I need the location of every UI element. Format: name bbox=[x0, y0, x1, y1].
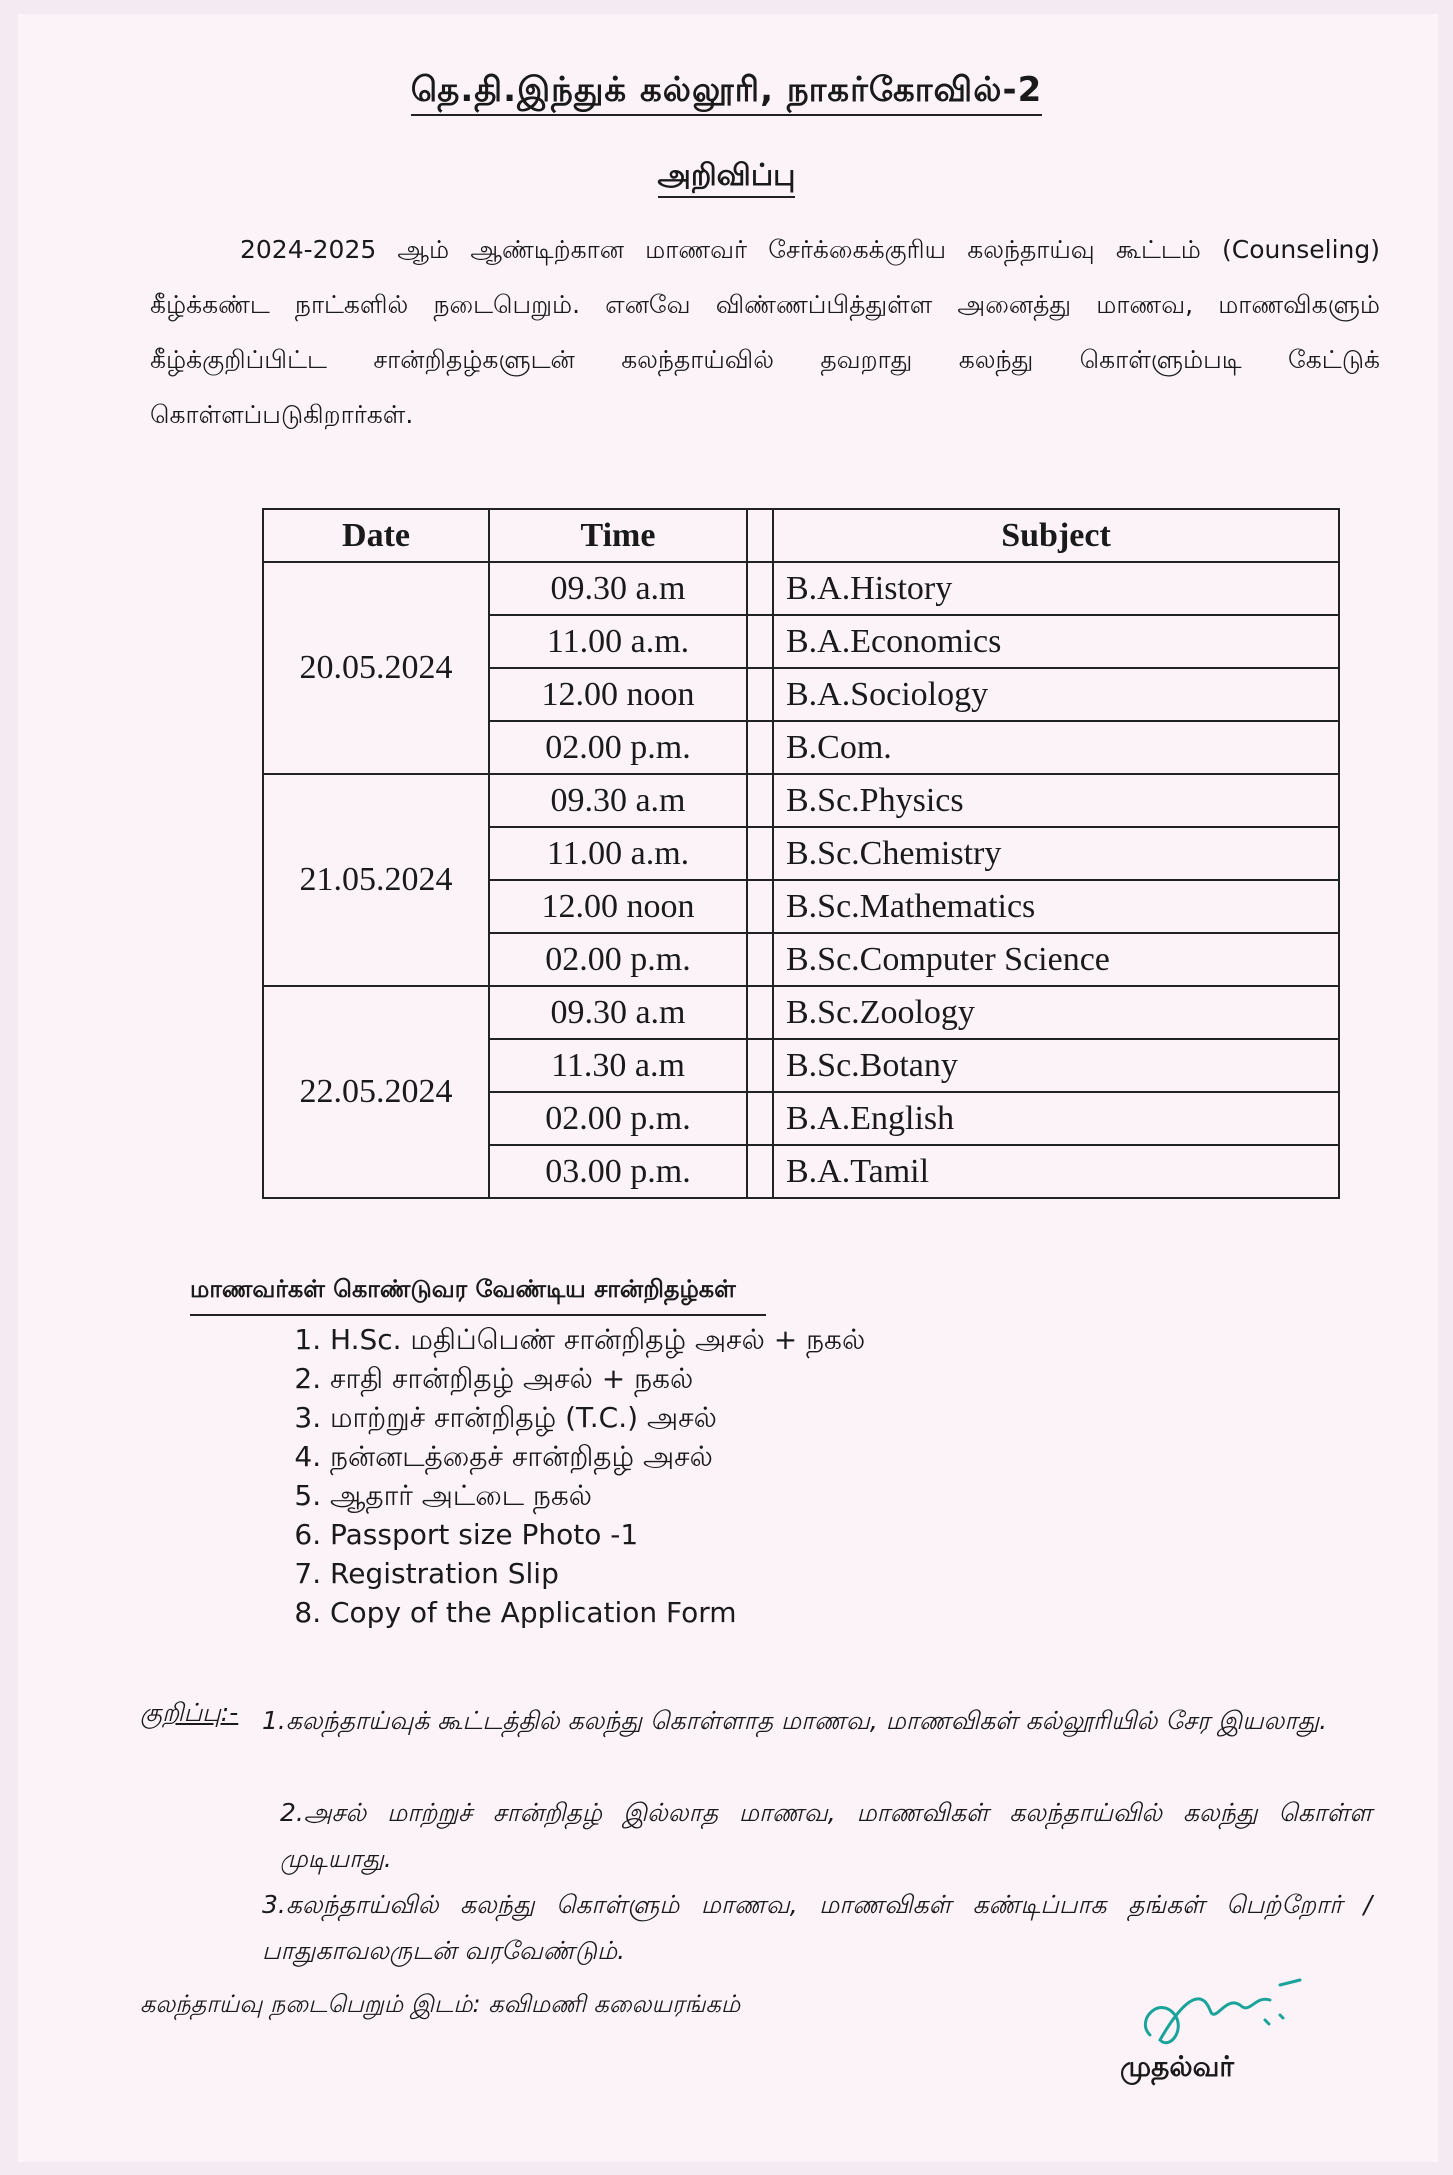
note-item: 1.கலந்தாய்வுக் கூட்டத்தில் கலந்து கொள்ளாத மாணவ, மாணவிகள் கல்லூரியில் சேர இயலாது. bbox=[262, 1706, 1328, 1735]
time-cell: 09.30 a.m bbox=[489, 774, 747, 827]
subject-cell: B.A.Sociology bbox=[773, 668, 1339, 721]
notice-heading: அறிவிப்பு bbox=[0, 158, 1453, 197]
time-column-header: Time bbox=[489, 509, 747, 562]
time-cell: 09.30 a.m bbox=[489, 986, 747, 1039]
time-cell: 03.00 p.m. bbox=[489, 1145, 747, 1198]
subject-cell: B.Sc.Mathematics bbox=[773, 880, 1339, 933]
list-item: 8. Copy of the Application Form bbox=[330, 1593, 1130, 1632]
date-cell: 20.05.2024 bbox=[263, 562, 489, 774]
venue-line: கலந்தாய்வு நடைபெறும் இடம்: கவிமணி கலையரங்கம் bbox=[140, 1990, 741, 2018]
note-item: 3.கலந்தாய்வில் கலந்து கொள்ளும் மாணவ, மாணவிகள் கண்டிப்பாக தங்கள் பெற்றோர் / பாதுகாவலருடன் வரவேண்டும். bbox=[262, 1890, 1372, 1965]
principal-signatory: முதல்வர் bbox=[1120, 2050, 1234, 2083]
list-item: 2. சாதி சான்றிதழ் அசல் + நகல் bbox=[330, 1359, 1130, 1398]
list-item: 6. Passport size Photo -1 bbox=[330, 1515, 1130, 1554]
subject-cell: B.A.Tamil bbox=[773, 1145, 1339, 1198]
table-row bbox=[263, 774, 1339, 827]
time-cell: 02.00 p.m. bbox=[489, 721, 747, 774]
list-item: 4. நன்னடத்தைச் சான்றிதழ் அசல் bbox=[330, 1437, 1130, 1476]
required-certificates-heading: மாணவர்கள் கொண்டுவர வேண்டிய சான்றிதழ்கள் bbox=[190, 1275, 766, 1316]
time-cell: 02.00 p.m. bbox=[489, 1092, 747, 1145]
subject-cell: B.Sc.Chemistry bbox=[773, 827, 1339, 880]
time-cell: 02.00 p.m. bbox=[489, 933, 747, 986]
date-column-header: Date bbox=[263, 509, 489, 562]
spacer-column bbox=[747, 509, 773, 562]
subject-cell: B.Sc.Computer Science bbox=[773, 933, 1339, 986]
table-row bbox=[263, 562, 1339, 615]
subject-cell: B.Com. bbox=[773, 721, 1339, 774]
list-item: 1. H.Sc. மதிப்பெண் சான்றிதழ் அசல் + நகல் bbox=[330, 1320, 1130, 1359]
date-cell: 22.05.2024 bbox=[263, 986, 489, 1198]
time-cell: 12.00 noon bbox=[489, 880, 747, 933]
time-cell: 12.00 noon bbox=[489, 668, 747, 721]
time-cell: 11.00 a.m. bbox=[489, 615, 747, 668]
list-item: 5. ஆதார் அட்டை நகல் bbox=[330, 1476, 1130, 1515]
time-cell: 09.30 a.m bbox=[489, 562, 747, 615]
subject-cell: B.A.History bbox=[773, 562, 1339, 615]
signature-mark bbox=[1130, 1965, 1330, 2055]
list-item: 7. Registration Slip bbox=[330, 1554, 1130, 1593]
time-cell: 11.30 a.m bbox=[489, 1039, 747, 1092]
note-item: 2.அசல் மாற்றுச் சான்றிதழ் இல்லாத மாணவ, மாணவிகள் கலந்தாய்வில் கலந்து கொள்ள முடியாது. bbox=[280, 1798, 1372, 1873]
subject-column-header: Subject bbox=[773, 509, 1339, 562]
subject-cell: B.Sc.Botany bbox=[773, 1039, 1339, 1092]
table-header-row bbox=[263, 509, 1339, 562]
subject-cell: B.Sc.Zoology bbox=[773, 986, 1339, 1039]
intro-paragraph: 2024-2025 ஆம் ஆண்டிற்கான மாணவர் சேர்க்கைக்குரிய கலந்தாய்வு கூட்டம் (Counseling) கீழ்க்கண்ட நாட்களில் நடைபெறும். எனவே விண்ணப்பித்துள்ள அனைத்து மாணவ, மாணவிகளும் கீழ்க்குறிப்பிட்ட சான்றிதழ்களுடன் கலந்தாய்வில் தவறாது கலந்து கொள்ளும்படி கேட்டுக் கொள்ளப்படுகிறார்கள். bbox=[150, 235, 1380, 429]
time-cell: 11.00 a.m. bbox=[489, 827, 747, 880]
subject-cell: B.A.English bbox=[773, 1092, 1339, 1145]
date-cell: 21.05.2024 bbox=[263, 774, 489, 986]
table-row bbox=[263, 986, 1339, 1039]
counseling-schedule-table bbox=[262, 508, 1340, 1199]
subject-cell: B.A.Economics bbox=[773, 615, 1339, 668]
required-certificates-list bbox=[285, 1320, 1130, 1632]
list-item: 3. மாற்றுச் சான்றிதழ் (T.C.) அசல் bbox=[330, 1398, 1130, 1437]
note-heading: குறிப்பு:- bbox=[140, 1698, 239, 1727]
college-title: தெ.தி.இந்துக் கல்லூரி, நாகர்கோவில்-2 bbox=[0, 70, 1453, 114]
subject-cell: B.Sc.Physics bbox=[773, 774, 1339, 827]
